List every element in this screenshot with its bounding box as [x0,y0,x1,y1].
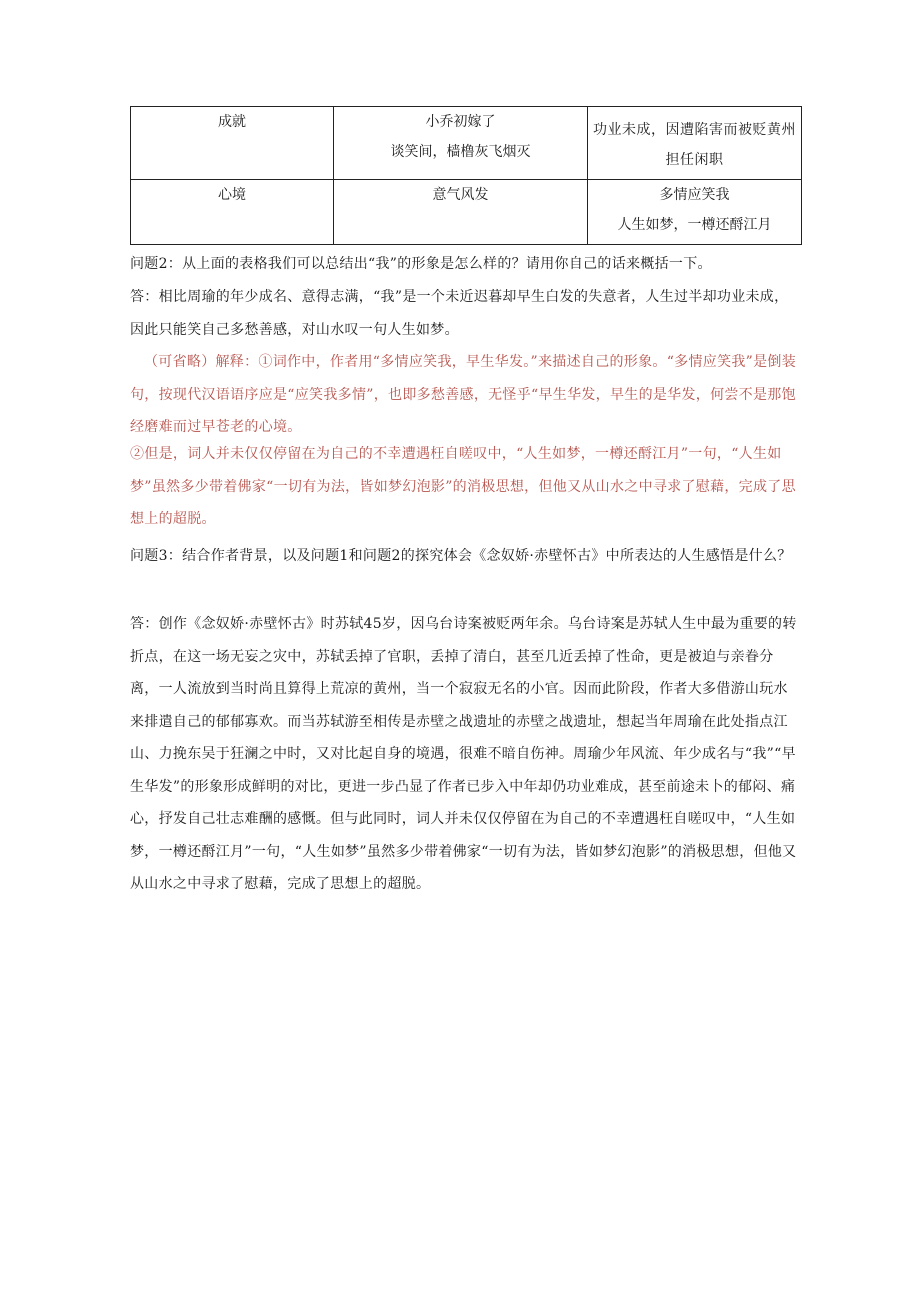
answer-2: 答：相比周瑜的年少成名、意得志满，“我”是一个未近迟暮却早生白发的失意者，人生过半却功业未成，因此只能笑自己多愁善感，对山水叹一句人生如梦。 [130,289,789,338]
row-label-achievement: 成就 [131,107,334,180]
question-2: 问题2：从上面的表格我们可以总结出“我”的形象是怎么样的？请用你自己的话来概括一下。 [130,256,712,272]
explanation-1: （可省略）解释：①词作中，作者用“多情应笑我，早生华发。”来描述自己的形象。“多情应笑我”是倒装句，按现代汉语语序应是“应笑我多情”，也即多愁善感，无怪乎“早生华发，早生的是华发，何尝不是那饱经磨难而过早苍老的心境。 [130,354,797,435]
row-label-mood: 心境 [131,180,334,245]
me-achievement-cell: 功业未成，因遭陷害而被贬黄州担任闲职 [588,107,802,180]
table-row [131,107,802,180]
question-3: 问题3：结合作者背景，以及问题1和问题2的探究体会《念奴娇·赤壁怀古》中所表达的人生感悟是什么？ [130,548,792,564]
me-mood-cell: 多情应笑我 人生如梦，一樽还酹江月 [588,180,802,245]
answer-3: 答：创作《念奴娇·赤壁怀古》时苏轼45岁，因乌台诗案被贬两年余。乌台诗案是苏轼人生中最为重要的转折点，在这一场无妄之灾中，苏轼丢掉了官职，丢掉了清白，甚至几近丢掉了性命，更是被迫与亲眷分离，一人流放到当时尚且算得上荒凉的黄州，当一个寂寂无名的小官。因而此阶段，作者大多借游山玩水来排遣自己的郁郁寡欢。而当苏轼游至相传是赤壁之战遗址的赤壁之战遗址，想起当年周瑜在此处指点江山、力挽东吴于狂澜之中时，又对比起自身的境遇，很难不暗自伤神。周瑜少年风流、年少成名与“我”“早生华发”的形象形成鲜明的对比，更进一步凸显了作者已步入中年却仍功业难成，甚至前途未卜的郁闷、痛心，抒发自己壮志难酬的感慨。但与此同时，词人并未仅仅停留在为自己的不幸遭遇枉自嗟叹中，“人生如梦，一樽还酹江月”一句，“人生如梦”虽然多少带着佛家“一切有为法，皆如梦幻泡影”的消极思想，但他又从山水之中寻求了慰藉，完成了思想上的超脱。 [130,616,797,892]
comparison-table [130,106,802,245]
table-row [131,180,802,245]
zhouyu-achievement-cell: 小乔初嫁了 谈笑间，樯橹灰飞烟灭 [334,107,588,180]
explanation-2: ②但是，词人并未仅仅停留在为自己的不幸遭遇枉自嗟叹中，“人生如梦，一樽还酹江月”一句，“人生如梦”虽然多少带着佛家“一切有为法，皆如梦幻泡影”的消极思想，但他又从山水之中寻求了慰藉，完成了思想上的超脱。 [130,446,796,527]
zhouyu-mood-cell: 意气风发 [334,180,588,245]
